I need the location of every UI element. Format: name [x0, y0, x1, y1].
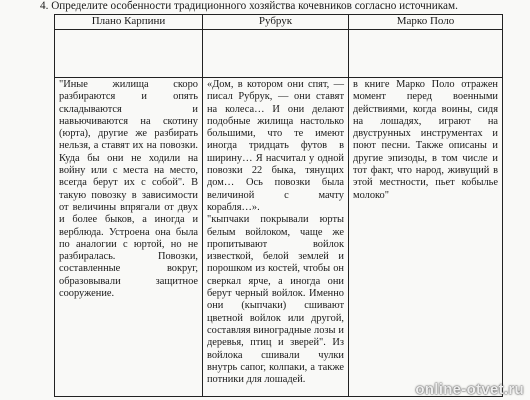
site-watermark: online-otvet.ru: [415, 381, 524, 398]
carpini-cell: [55, 78, 203, 397]
empty-cell: [349, 30, 503, 78]
table-row: [55, 78, 503, 397]
empty-cell: [55, 30, 203, 78]
marco-polo-cell: [349, 78, 503, 397]
sources-table: [54, 14, 503, 397]
rubruk-text: «Дом, в котором они спят, — писал Рубрук, — они ставят на колеса… И они делают подобные жилища настолько большими, что те имеют иногда тридцать футов в ширину… Я насчитал у одной повозки 22 быка, тянущих дом… Ось повозки была величиной с мачту корабля…». "кыпчаки покрывали юрты белым войлоком, чаще же пропитывают войлок известкой, белой землей и порошком из костей, чтобы он сверкал ярче, а иногда они берут черный войлок. Именно они (кыпчаки) сшивают цветной войлок или другой, составляя виноградные лозы и деревья, птиц и зверей". Из войлока сшивали чулки внутрь сапог, колпаки, а также потники для лошадей.: [207, 79, 344, 386]
marco-polo-text: в книге Марко Поло отражен момент перед военными действиями, когда воины, сидя на лошадях, играют на двуструнных инструментах и поют песни. Также описаны и другие эпизоды, в том числе и тот факт, что народ, живущий в этой местности, пьет кобылье молоко": [353, 79, 498, 201]
carpini-text: "Иные жилища скоро разбираются и опять складываются и навьючиваются на скотину (юрта), другие же разбирать нельзя, а ставят их на повозки. Куда бы они не ходили на войну или с места на место, всегда берут их с собой". В такую повозку в зависимости от величины впрягали от двух и более быков, а иногда и верблюда. Устроена она была по аналогии с юртой, но не разбиралась. Повозки, составленные вокруг, образовывали защитное сооружение.: [59, 79, 198, 300]
column-header-rubruk: Рубрук: [203, 15, 349, 30]
column-header-carpini: Плано Карпини: [55, 15, 203, 30]
column-header-marco-polo: Марко Поло: [349, 15, 503, 30]
rubruk-cell: [203, 78, 349, 397]
empty-row: [55, 30, 503, 78]
task-heading: 4. Определите особенности традиционного хозяйства кочевников согласно источникам.: [40, 0, 458, 12]
empty-cell: [203, 30, 349, 78]
table-header-row: [55, 15, 503, 30]
